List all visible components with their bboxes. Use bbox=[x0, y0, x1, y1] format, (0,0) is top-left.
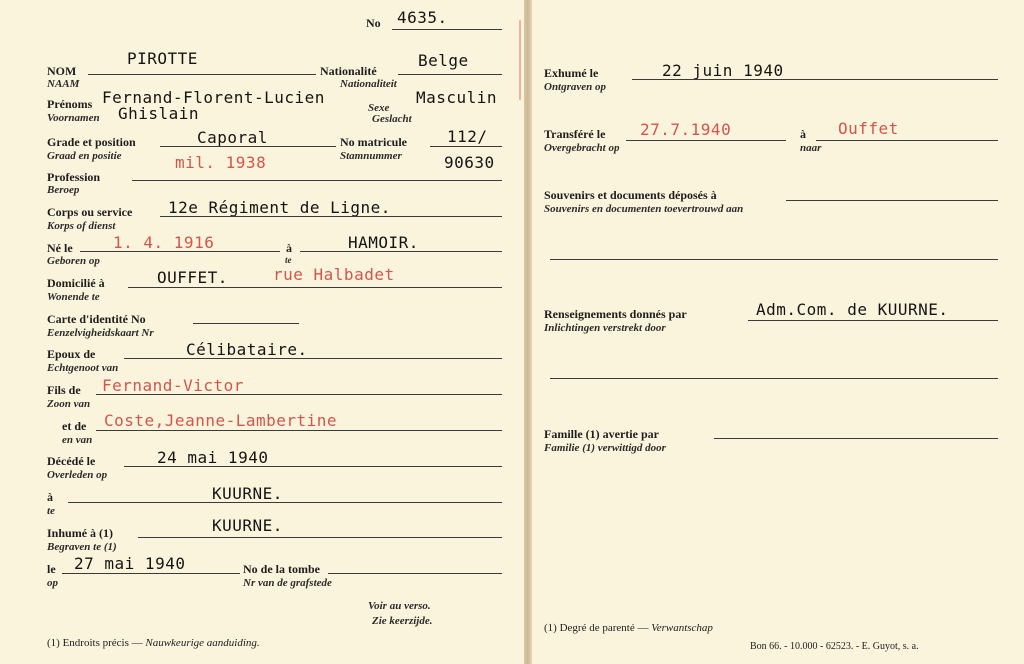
rule bbox=[68, 502, 502, 503]
footnote-right bbox=[544, 622, 713, 634]
pere-value: Fernand-Victor bbox=[102, 376, 244, 395]
rule bbox=[300, 251, 502, 252]
fils-label: Fils de bbox=[47, 383, 81, 397]
rule bbox=[632, 79, 998, 80]
epoux-value: Célibataire. bbox=[186, 340, 308, 359]
verso-nl: Zie keerzijde. bbox=[372, 615, 433, 627]
rule bbox=[160, 216, 502, 217]
rule bbox=[80, 251, 280, 252]
rule bbox=[392, 29, 502, 30]
corps-label: Corps ou service bbox=[47, 205, 133, 219]
footnote-left-nl: Nauwkeurige aanduiding. bbox=[145, 637, 260, 649]
grade-value: Caporal bbox=[197, 128, 268, 147]
rule bbox=[128, 287, 502, 288]
inhume-date-value: 27 mai 1940 bbox=[74, 554, 186, 573]
graad-label: Graad en positie bbox=[47, 150, 122, 162]
nationalite-label: Nationalité bbox=[320, 64, 377, 78]
wonende-label: Wonende te bbox=[47, 291, 100, 303]
rule bbox=[62, 573, 240, 574]
naissance-lieu-value: HAMOIR. bbox=[348, 233, 419, 252]
rule bbox=[124, 358, 502, 359]
inhume-label: Inhumé à (1) bbox=[47, 526, 114, 540]
epoux-label: Epoux de bbox=[47, 347, 96, 361]
inhume-op-label: op bbox=[47, 577, 58, 589]
rule bbox=[96, 394, 502, 395]
naar-label: naar bbox=[800, 142, 822, 154]
geboren-label: Geboren op bbox=[47, 255, 100, 267]
profession-label: Profession bbox=[47, 170, 101, 184]
overgebracht-label: Overgebracht op bbox=[544, 142, 620, 154]
transfere-lieu-value: Ouffet bbox=[838, 119, 899, 138]
red-edge-mark bbox=[519, 20, 521, 100]
rule bbox=[550, 378, 998, 379]
exhume-value: 22 juin 1940 bbox=[662, 61, 784, 80]
domicile-ville-value: OUFFET. bbox=[157, 268, 228, 287]
geslacht-label: Geslacht bbox=[372, 113, 412, 125]
prenoms-value: Fernand-Florent-Lucien bbox=[102, 88, 325, 107]
inhume-le-label: le bbox=[47, 562, 56, 576]
ne-le-label: Né le bbox=[47, 241, 73, 255]
souvenirs-label: Souvenirs et documents déposés à bbox=[544, 188, 717, 202]
card-number-value: 4635. bbox=[397, 8, 448, 27]
nom-label: NOM bbox=[47, 64, 77, 78]
rule bbox=[132, 180, 502, 181]
deces-a-label: à bbox=[47, 490, 53, 504]
transfere-date-value: 27.7.1940 bbox=[640, 120, 732, 139]
ne-te-label: te bbox=[285, 255, 292, 265]
famille-label: Famille (1) avertie par bbox=[544, 427, 659, 441]
inhume-lieu-value: KUURNE. bbox=[212, 516, 283, 535]
deces-lieu-value: KUURNE. bbox=[212, 484, 283, 503]
footnote-right-nl: Verwantschap bbox=[651, 622, 713, 634]
naam-label: NAAM bbox=[47, 78, 80, 90]
rule bbox=[96, 430, 502, 431]
stamnummer-label: Stamnummer bbox=[340, 150, 402, 162]
familie-label: Familie (1) verwittigd door bbox=[544, 442, 666, 454]
renseignements-value: Adm.Com. de KUURNE. bbox=[756, 300, 949, 319]
prenoms-value-2: Ghislain bbox=[118, 104, 200, 123]
overleden-label: Overleden op bbox=[47, 469, 108, 481]
souvenirs-nl-label: Souvenirs en documenten toevertrouwd aan bbox=[544, 203, 744, 215]
deces-label: Décédé le bbox=[47, 454, 96, 468]
begraven-label: Begraven te (1) bbox=[47, 541, 117, 553]
rule bbox=[138, 537, 502, 538]
en-van-label: en van bbox=[62, 434, 93, 446]
sexe-label: Sexe bbox=[368, 102, 390, 114]
et-de-label: et de bbox=[62, 419, 87, 433]
nationalite-value: Belge bbox=[418, 51, 469, 70]
grafstede-label: Nr van de grafstede bbox=[243, 577, 332, 589]
rule bbox=[160, 146, 336, 147]
rule bbox=[748, 320, 998, 321]
rule bbox=[124, 466, 502, 467]
matricule-value-2: 90630 bbox=[444, 153, 495, 172]
deces-date-value: 24 mai 1940 bbox=[157, 448, 269, 467]
rule bbox=[550, 259, 998, 260]
domicile-rue-value: rue Halbadet bbox=[273, 265, 395, 284]
grade-position-value: mil. 1938 bbox=[175, 153, 267, 172]
inlichtingen-label: Inlichtingen verstrekt door bbox=[544, 322, 666, 334]
rule bbox=[193, 323, 299, 324]
card-fold bbox=[524, 0, 532, 664]
matricule-label: No matricule bbox=[340, 135, 407, 149]
corps-value: 12e Régiment de Ligne. bbox=[168, 198, 391, 217]
rule bbox=[328, 573, 502, 574]
transfere-a-label: à bbox=[800, 127, 806, 141]
mere-value: Coste,Jeanne-Lambertine bbox=[104, 411, 338, 430]
transfere-label: Transféré le bbox=[544, 127, 606, 141]
rule bbox=[714, 438, 998, 439]
sexe-value: Masculin bbox=[416, 88, 498, 107]
ontgraven-label: Ontgraven op bbox=[544, 81, 607, 93]
exhume-label: Exhumé le bbox=[544, 66, 599, 80]
rule bbox=[88, 74, 316, 75]
deces-te-label: te bbox=[47, 505, 55, 517]
carte-label: Carte d'identité No bbox=[47, 312, 146, 326]
nationaliteit-label: Nationaliteit bbox=[340, 78, 397, 90]
prenoms-label: Prénoms bbox=[47, 97, 93, 111]
card-number-label: No bbox=[366, 16, 381, 30]
rule bbox=[786, 200, 998, 201]
footnote-right-fr: (1) Degré de parenté — bbox=[544, 622, 649, 634]
rule bbox=[816, 140, 998, 141]
renseignements-label: Renseignements donnés par bbox=[544, 307, 687, 321]
grade-label: Grade et position bbox=[47, 135, 136, 149]
rule bbox=[398, 74, 502, 75]
footnote-left bbox=[47, 637, 260, 649]
eenzelvigheidskaart-label: Eenzelvigheidskaart Nr bbox=[47, 327, 154, 339]
ne-a-label: à bbox=[286, 241, 292, 255]
footnote-left-fr: (1) Endroits précis — bbox=[47, 637, 143, 649]
echtgenoot-label: Echtgenoot van bbox=[47, 362, 119, 374]
beroep-label: Beroep bbox=[47, 184, 80, 196]
voornamen-label: Voornamen bbox=[47, 112, 100, 124]
nom-value: PIROTTE bbox=[127, 49, 198, 68]
naissance-date-value: 1. 4. 1916 bbox=[113, 233, 215, 252]
verso-fr: Voir au verso. bbox=[368, 600, 431, 612]
zoon-label: Zoon van bbox=[47, 398, 91, 410]
rule bbox=[626, 140, 786, 141]
korps-label: Korps of dienst bbox=[47, 220, 116, 232]
tombe-label: No de la tombe bbox=[243, 562, 320, 576]
printer-mark: Bon 66. - 10.000 - 62523. - E. Guyot, s. a. bbox=[750, 641, 919, 652]
card-back bbox=[532, 0, 1024, 664]
domicile-label: Domicilié à bbox=[47, 276, 105, 290]
rule bbox=[430, 146, 502, 147]
matricule-value: 112/ bbox=[447, 127, 488, 146]
